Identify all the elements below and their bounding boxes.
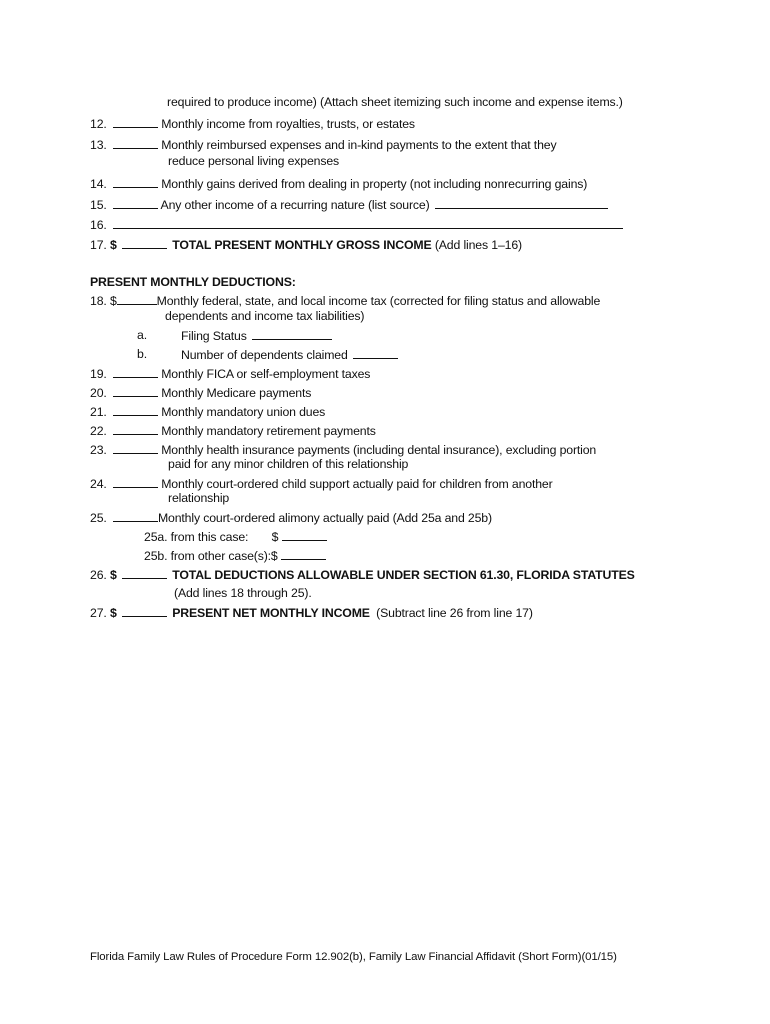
line-text: Monthly FICA or self-employment taxes xyxy=(161,367,371,381)
line-26-amount-field[interactable] xyxy=(122,567,167,579)
deductions-heading: PRESENT MONTHLY DEDUCTIONS: xyxy=(90,275,296,289)
line-text: Any other income of a recurring nature (list source) xyxy=(160,198,430,212)
line-13 xyxy=(90,137,556,153)
line-16 xyxy=(90,217,623,233)
line-26-label: TOTAL DEDUCTIONS ALLOWABLE UNDER SECTION 61.30, FLORIDA STATUTES xyxy=(172,568,635,582)
dependents-field[interactable] xyxy=(353,347,398,359)
line-18b xyxy=(181,347,398,363)
line-text: Monthly health insurance payments (including dental insurance), excluding portion xyxy=(161,443,597,457)
line-12-amount-field[interactable] xyxy=(113,116,158,128)
line-14 xyxy=(90,176,587,192)
line-number: 17. xyxy=(90,238,107,252)
line-text: Monthly Medicare payments xyxy=(161,386,312,400)
line-text: Monthly federal, state, and local income tax (corrected for filing status and allowable xyxy=(156,294,601,308)
line-15-amount-field[interactable] xyxy=(113,197,158,209)
line-19 xyxy=(90,366,370,382)
filing-status-field[interactable] xyxy=(252,328,332,340)
line-27-amount-field[interactable] xyxy=(122,605,167,617)
line-number: 25. xyxy=(90,511,107,525)
line-16-field[interactable] xyxy=(113,217,623,229)
line-number: 20. xyxy=(90,386,107,400)
line-18-continuation: dependents and income tax liabilities) xyxy=(165,309,365,323)
line-25a xyxy=(144,529,327,545)
line-27-label: PRESENT NET MONTHLY INCOME xyxy=(172,606,370,620)
line-11-continuation: required to produce income) (Attach sheet itemizing such income and expense items.) xyxy=(167,95,623,109)
line-26 xyxy=(90,567,635,583)
line-number: 16. xyxy=(90,218,107,232)
line-23 xyxy=(90,442,596,458)
line-number: 21. xyxy=(90,405,107,419)
dollar-sign: $ xyxy=(109,568,117,582)
filing-status-label: Filing Status xyxy=(181,329,247,343)
line-text: Monthly gains derived from dealing in property (not including nonrecurring gains) xyxy=(161,177,588,191)
line-13-continuation: reduce personal living expenses xyxy=(168,154,340,168)
line-18a xyxy=(181,328,332,344)
line-number: 22. xyxy=(90,424,107,438)
line-25 xyxy=(90,510,492,526)
dollar-sign: $ xyxy=(109,606,117,620)
line-17-note: (Add lines 1–16) xyxy=(434,238,522,252)
line-25b-amount-field[interactable] xyxy=(281,548,326,560)
line-24-continuation: relationship xyxy=(168,491,230,505)
line-number: 13. xyxy=(90,138,107,152)
line-number: 18. xyxy=(90,294,107,308)
line-14-amount-field[interactable] xyxy=(113,176,158,188)
line-text: Monthly court-ordered alimony actually paid (Add 25a and 25b) xyxy=(157,511,492,525)
line-25-amount-field[interactable] xyxy=(113,510,158,522)
line-23-amount-field[interactable] xyxy=(113,442,158,454)
dollar-sign: $ xyxy=(109,238,117,252)
line-27 xyxy=(90,605,533,621)
line-19-amount-field[interactable] xyxy=(113,366,158,378)
line-12 xyxy=(90,116,415,132)
line-26-note: (Add lines 18 through 25). xyxy=(174,586,312,600)
line-22 xyxy=(90,423,376,439)
line-21-amount-field[interactable] xyxy=(113,404,158,416)
line-25a-amount-field[interactable] xyxy=(282,529,327,541)
line-text: Monthly mandatory union dues xyxy=(161,405,326,419)
line-18a-letter: a. xyxy=(137,328,147,342)
line-22-amount-field[interactable] xyxy=(113,423,158,435)
line-18 xyxy=(90,293,600,309)
line-24-amount-field[interactable] xyxy=(113,476,158,488)
line-13-amount-field[interactable] xyxy=(113,137,158,149)
line-20 xyxy=(90,385,311,401)
line-text: Monthly court-ordered child support actually paid for children from another xyxy=(161,477,553,491)
line-15 xyxy=(90,197,608,213)
line-25a-label: 25a. from this case: xyxy=(144,530,249,544)
line-number: 19. xyxy=(90,367,107,381)
line-17 xyxy=(90,237,522,253)
line-text: Monthly reimbursed expenses and in-kind payments to the extent that they xyxy=(161,138,557,152)
line-number: 23. xyxy=(90,443,107,457)
dollar-sign: $ xyxy=(271,530,279,544)
line-23-continuation: paid for any minor children of this relationship xyxy=(168,457,409,471)
form-footer: Florida Family Law Rules of Procedure Form 12.902(b), Family Law Financial Affidavit (Short Form)(01/15) xyxy=(90,951,617,963)
line-number: 24. xyxy=(90,477,107,491)
line-17-label: TOTAL PRESENT MONTHLY GROSS INCOME xyxy=(172,238,432,252)
line-17-amount-field[interactable] xyxy=(122,237,167,249)
line-number: 12. xyxy=(90,117,107,131)
line-25b-label: 25b. from other case(s):$ xyxy=(144,549,278,563)
line-18b-letter: b. xyxy=(137,347,147,361)
line-number: 14. xyxy=(90,177,107,191)
dependents-label: Number of dependents claimed xyxy=(181,348,348,362)
line-27-note: (Subtract line 26 from line 17) xyxy=(376,606,533,620)
line-15-source-field[interactable] xyxy=(435,197,608,209)
line-21 xyxy=(90,404,325,420)
line-20-amount-field[interactable] xyxy=(113,385,158,397)
line-number: 26. xyxy=(90,568,107,582)
dollar-sign: $ xyxy=(109,294,117,308)
line-text: Monthly mandatory retirement payments xyxy=(161,424,376,438)
line-24 xyxy=(90,476,553,492)
line-text: Monthly income from royalties, trusts, or estates xyxy=(161,117,415,131)
line-25b xyxy=(144,548,326,564)
line-number: 15. xyxy=(90,198,107,212)
line-18-amount-field[interactable] xyxy=(117,293,157,305)
line-number: 27. xyxy=(90,606,107,620)
